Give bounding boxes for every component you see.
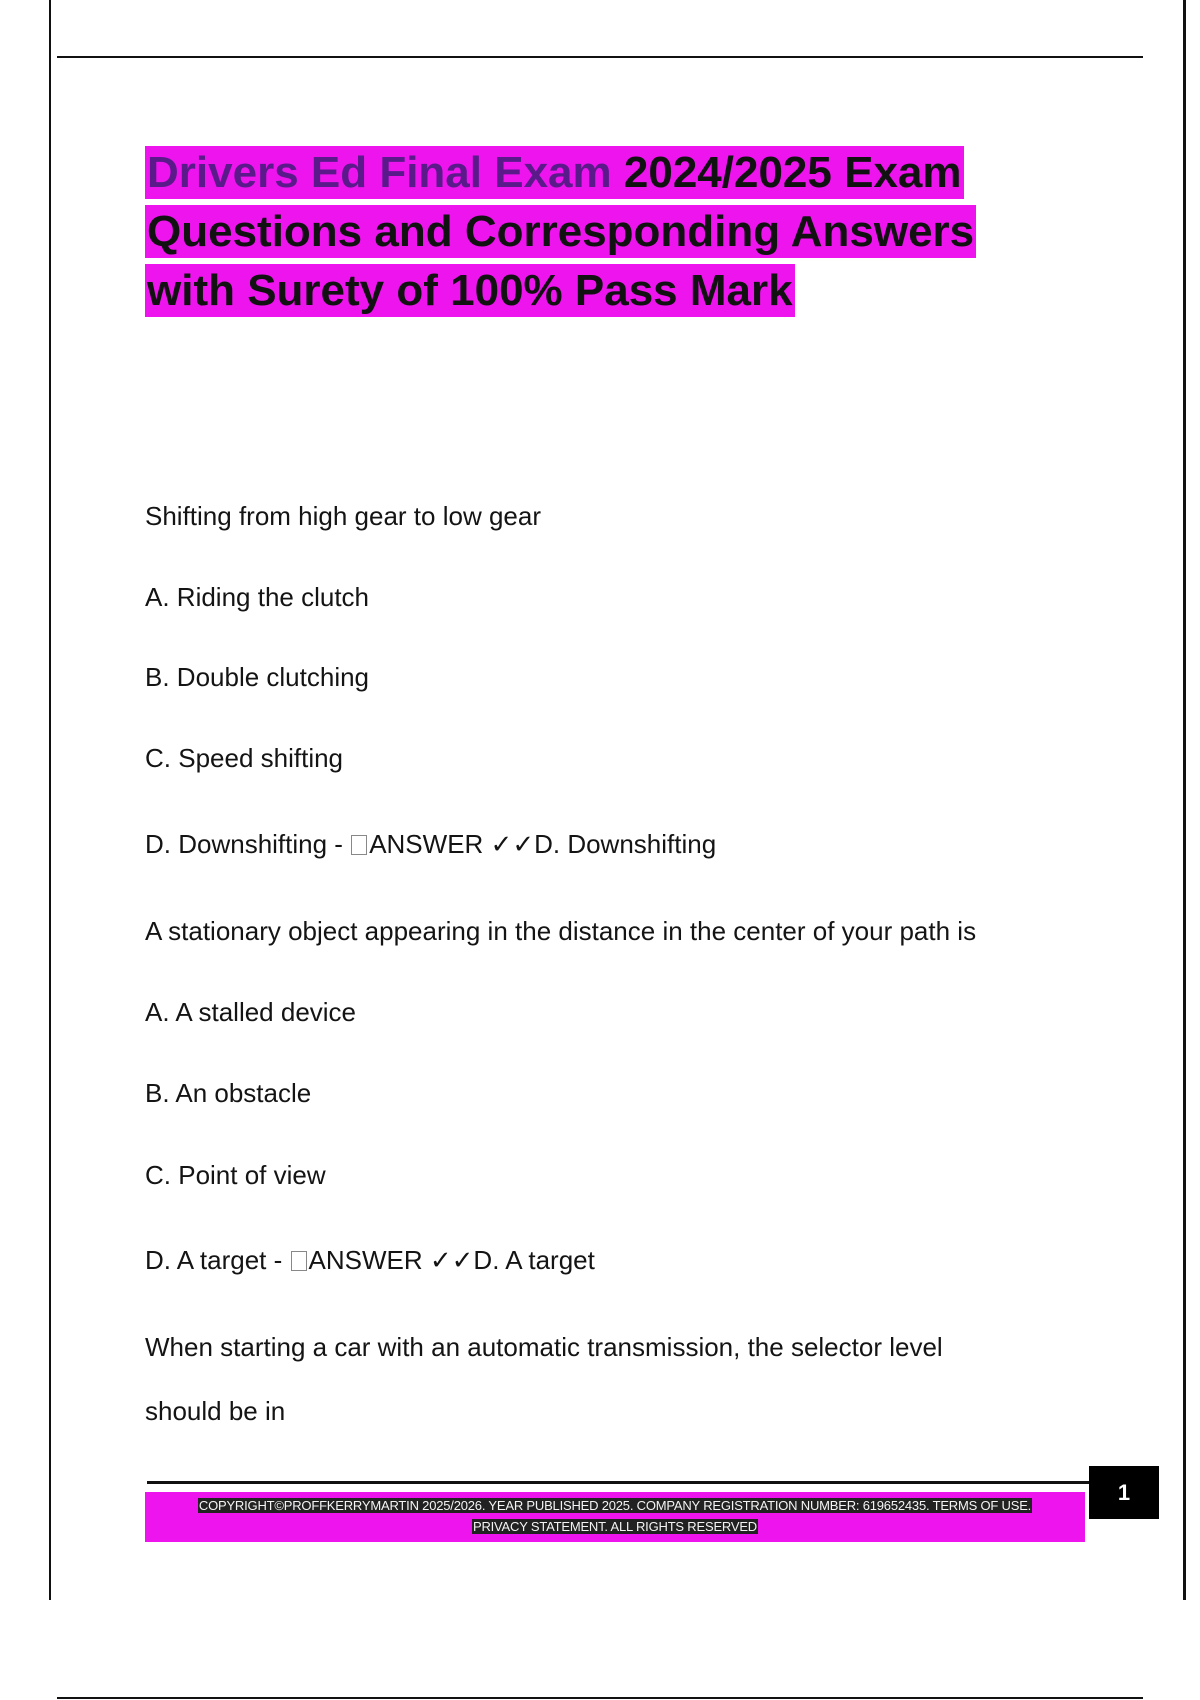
question-3-prompt-line-2: should be in — [145, 1396, 286, 1426]
title-lead: Drivers Ed Final Exam — [147, 148, 612, 197]
question-1-option-d — [145, 828, 716, 860]
question-3-prompt-line-1: When starting a car with an automatic transmission, the selector level — [145, 1332, 943, 1362]
title-rest: 2024/2025 Exam — [611, 148, 962, 197]
copyright-footer — [145, 1492, 1085, 1542]
page-left-border — [49, 0, 51, 1600]
page-number: 1 — [1089, 1466, 1159, 1519]
header-rule — [57, 56, 1143, 58]
question-2-option-d-text: D. A target - — [145, 1245, 290, 1275]
copyright-line-1: COPYRIGHT©PROFFKERRYMARTIN 2025/2026. YEAR PUBLISHED 2025. COMPANY REGISTRATION NUMBER: 619652435. TERMS OF USE. — [198, 1498, 1032, 1513]
question-1-option-d-text: D. Downshifting - — [145, 829, 351, 859]
question-1-option-b: B. Double clutching — [145, 662, 370, 692]
title-line-2: Questions and Corresponding Answers — [147, 207, 975, 256]
page-right-border — [1183, 0, 1186, 1600]
question-2-option-a: A. A stalled device — [145, 997, 357, 1027]
question-2-option-b: B. An obstacle — [145, 1078, 312, 1108]
next-page-rule — [57, 1697, 1143, 1699]
question-1-option-c: C. Speed shifting — [145, 743, 344, 773]
title-line-3: with Surety of 100% Pass Mark — [147, 266, 793, 315]
missing-glyph-icon — [351, 835, 367, 855]
question-2-answer: ANSWER ✓✓D. A target — [308, 1245, 595, 1275]
question-2-option-d — [145, 1244, 595, 1276]
question-1-option-a: A. Riding the clutch — [145, 582, 370, 612]
missing-glyph-icon — [291, 1251, 307, 1271]
footer-rule — [147, 1481, 1089, 1484]
question-1-prompt: Shifting from high gear to low gear — [145, 501, 541, 531]
document-title — [145, 143, 1085, 320]
question-2-prompt: A stationary object appearing in the distance in the center of your path is — [145, 916, 977, 946]
question-1-answer: ANSWER ✓✓D. Downshifting — [369, 829, 717, 859]
question-2-option-c: C. Point of view — [145, 1160, 326, 1190]
copyright-line-2: PRIVACY STATEMENT. ALL RIGHTS RESERVED — [472, 1519, 757, 1534]
